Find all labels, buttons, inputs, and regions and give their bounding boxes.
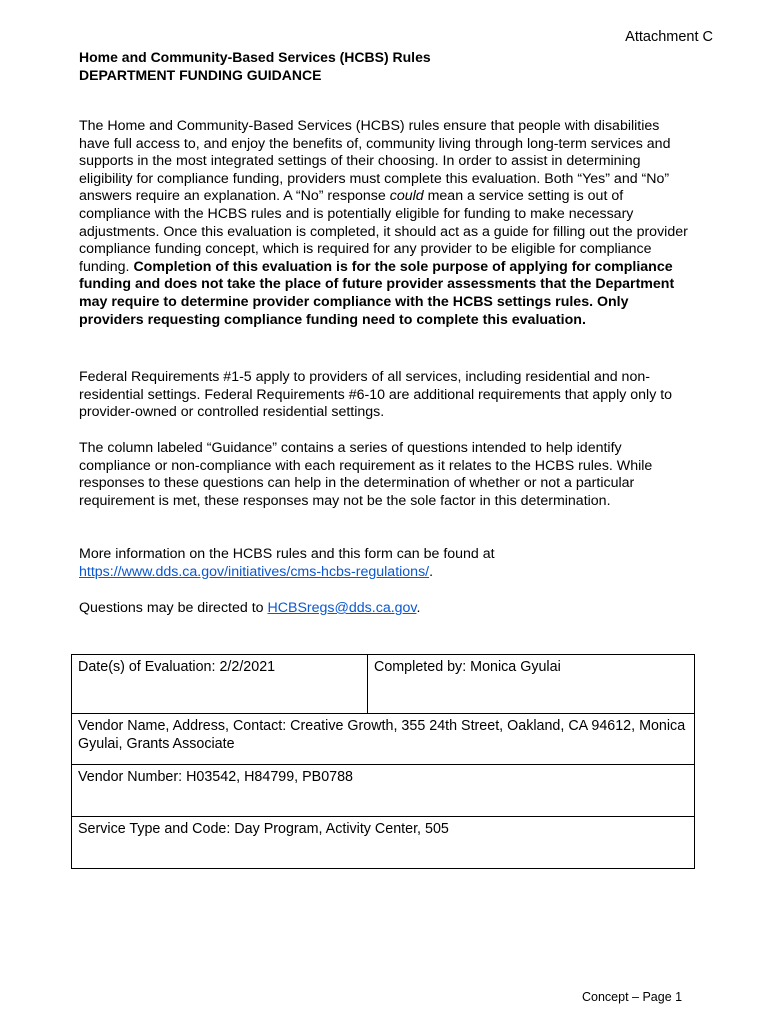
page-footer: Concept – Page 1 [582, 990, 683, 1004]
attachment-label: Attachment C [625, 29, 713, 45]
hcbs-regulations-link[interactable]: https://www.dds.ca.gov/initiatives/cms-hcbs-regulations/ [79, 563, 430, 580]
intro-italic-word: could [389, 188, 424, 205]
document-title: Home and Community-Based Services (HCBS) Rules [79, 49, 431, 65]
more-info-paragraph: More information on the HCBS rules and this form can be found at https://www.dds.ca.gov/initiatives/cms-hcbs-regulations/. [79, 546, 495, 580]
questions-text: Questions may be directed to [79, 600, 268, 616]
intro-text-a: The Home and Community-Based Services (HCBS) rules ensure that people with disabilities have full access to, and enjoy the benefits of, community living through long-term services and supports in the most integrated settings of their choosing. In order to assist in determining eligibility for compliance funding, providers must complete this evaluation. Both “Yes” and “No” answers require an explanation. A “No” response [79, 118, 671, 205]
document-heading [79, 48, 431, 84]
intro-bold-statement: Completion of this evaluation is for the sole purpose of applying for compliance funding and does not take the place of future provider assessments that the Department may require to determine provider compliance with the HCBS settings rules. Only providers requesting compliance funding need to complete this evaluation. [79, 258, 675, 328]
service-type-cell: Service Type and Code: Day Program, Activity Center, 505 [72, 817, 695, 869]
document-subtitle: DEPARTMENT FUNDING GUIDANCE [79, 67, 322, 83]
intro-paragraph [79, 118, 691, 329]
intro-text-b: mean a service setting is out of compliance with the HCBS rules and is potentially eligible for funding to make necessary adjustments. Once this evaluation is completed, it should act as a guide for filling out the provider compliance funding concept, which is required for any provider to be eligible for compliance funding. [79, 188, 688, 275]
hcbs-email-link[interactable]: HCBSregs@dds.ca.gov [267, 600, 417, 616]
federal-requirements-paragraph: Federal Requirements #1-5 apply to providers of all services, including residential and non-residential settings. Federal Requirements #6-10 are additional requirements that apply only to provider-owned or controlled residential settings. [79, 369, 673, 421]
completed-by-cell: Completed by: Monica Gyulai [368, 655, 695, 714]
dates-of-evaluation-cell: Date(s) of Evaluation: 2/2/2021 [72, 655, 368, 714]
guidance-column-paragraph: The column labeled “Guidance” contains a series of questions intended to help identify compliance or non-compliance with each requirement as it relates to the HCBS rules. While responses to these questions can help in the determination of whether or not a particular requirement is met, these responses may not be the sole factor in this determination. [79, 440, 653, 509]
questions-paragraph: Questions may be directed to HCBSregs@dds.ca.gov. [79, 600, 421, 616]
evaluation-info-table [71, 654, 695, 869]
vendor-number-cell: Vendor Number: H03542, H84799, PB0788 [72, 765, 695, 817]
vendor-name-cell: Vendor Name, Address, Contact: Creative Growth, 355 24th Street, Oakland, CA 94612, Monica Gyulai, Grants Associate [72, 714, 695, 765]
more-info-text: More information on the HCBS rules and this form can be found at [79, 546, 495, 562]
